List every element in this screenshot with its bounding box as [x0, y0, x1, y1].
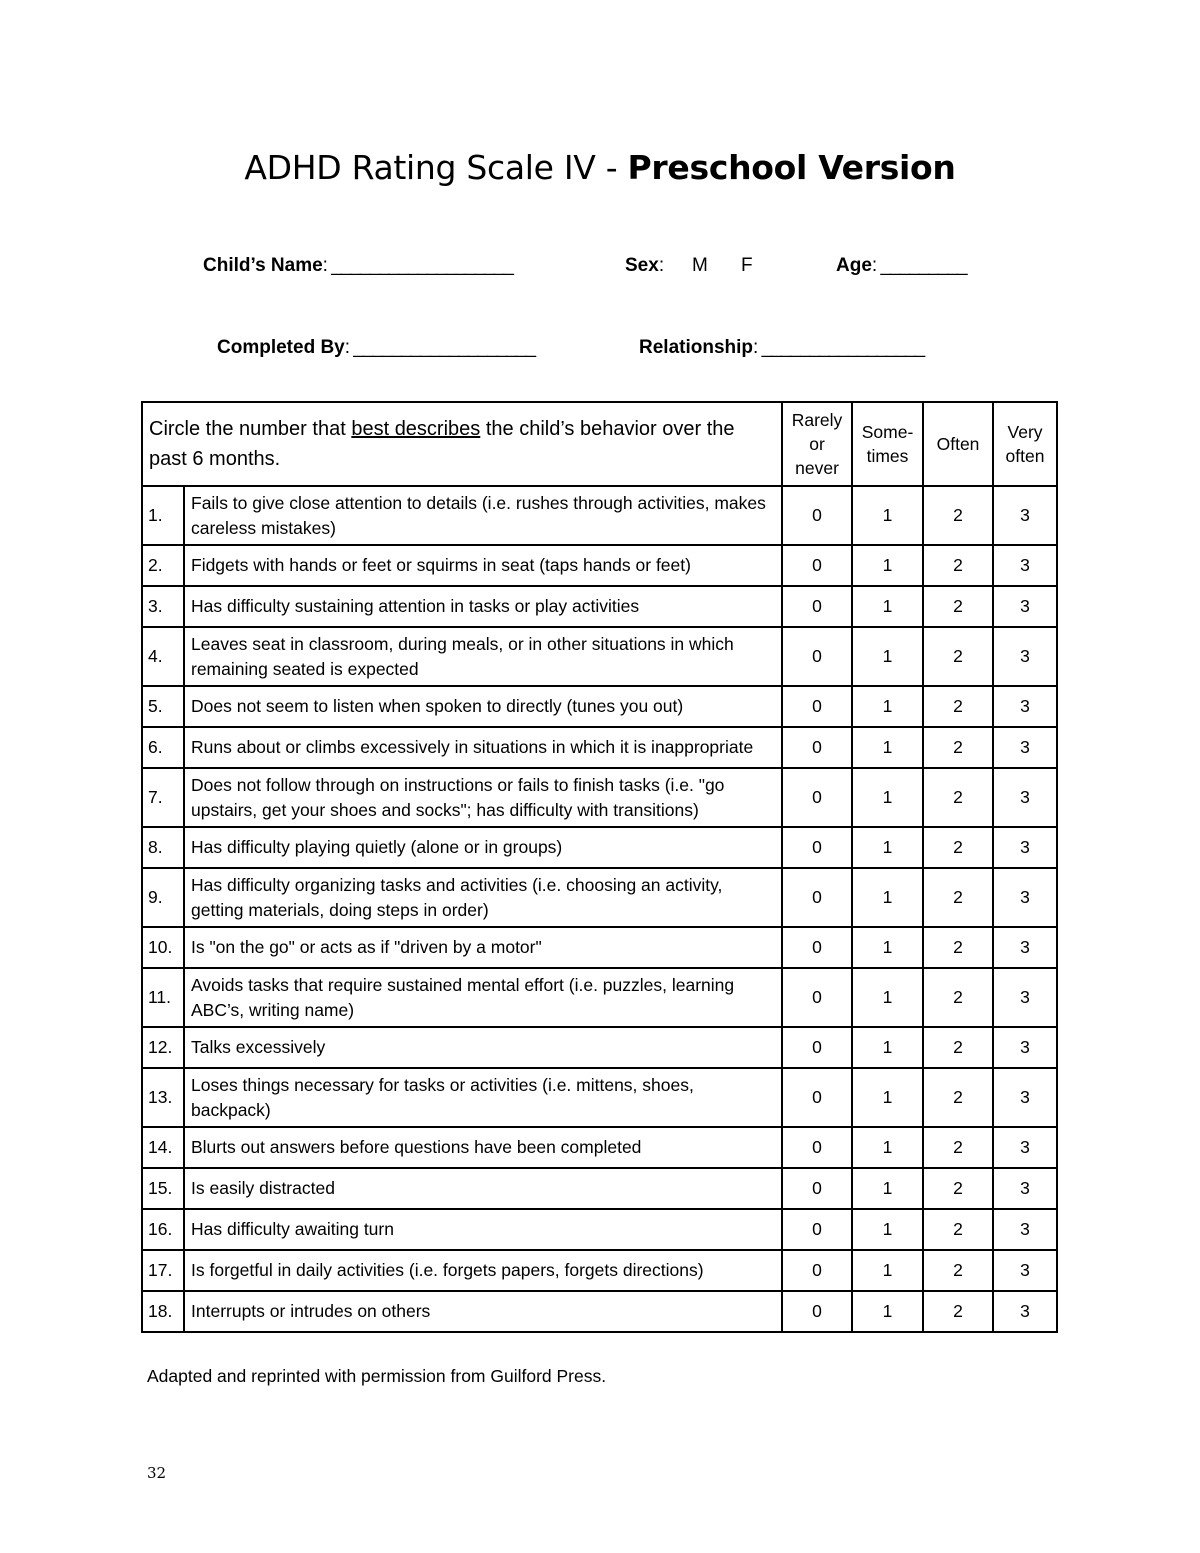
sex-option-f[interactable]: F — [741, 255, 753, 276]
item-text: Runs about or climbs excessively in situations in which it is inappropriate — [184, 727, 782, 768]
table-row — [142, 827, 1057, 868]
score-option[interactable]: 3 — [993, 1291, 1057, 1332]
score-option[interactable]: 0 — [782, 627, 852, 686]
score-option[interactable]: 0 — [782, 1250, 852, 1291]
item-number: 6. — [142, 727, 184, 768]
score-option[interactable]: 0 — [782, 1127, 852, 1168]
score-option[interactable]: 1 — [852, 968, 923, 1027]
score-option[interactable]: 1 — [852, 1250, 923, 1291]
item-text: Avoids tasks that require sustained mental effort (i.e. puzzles, learning ABC’s, writing name) — [184, 968, 782, 1027]
score-option[interactable]: 2 — [923, 1291, 993, 1332]
score-option[interactable]: 2 — [923, 1168, 993, 1209]
item-number: 5. — [142, 686, 184, 727]
column-header-rarely: Rarely or never — [782, 402, 852, 486]
score-option[interactable]: 0 — [782, 868, 852, 927]
score-option[interactable]: 3 — [993, 1168, 1057, 1209]
item-text: Fails to give close attention to details (i.e. rushes through activities, makes careless mistakes) — [184, 486, 782, 545]
child-name-blank: : ___________________ — [322, 255, 514, 276]
item-text: Has difficulty awaiting turn — [184, 1209, 782, 1250]
instruction-underlined: best describes — [351, 418, 481, 440]
score-option[interactable]: 3 — [993, 1250, 1057, 1291]
score-option[interactable]: 2 — [923, 486, 993, 545]
relationship-field[interactable] — [639, 337, 924, 359]
table-row — [142, 1291, 1057, 1332]
age-field[interactable] — [836, 255, 967, 277]
score-option[interactable]: 3 — [993, 727, 1057, 768]
child-name-field[interactable] — [203, 255, 513, 277]
item-text: Interrupts or intrudes on others — [184, 1291, 782, 1332]
score-option[interactable]: 1 — [852, 545, 923, 586]
score-option[interactable]: 2 — [923, 1068, 993, 1127]
item-number: 14. — [142, 1127, 184, 1168]
score-option[interactable]: 0 — [782, 686, 852, 727]
item-text: Has difficulty organizing tasks and activities (i.e. choosing an activity, getting materials, doing steps in order) — [184, 868, 782, 927]
title-bold: Preschool Version — [627, 148, 956, 187]
score-option[interactable]: 3 — [993, 1068, 1057, 1127]
score-option[interactable]: 1 — [852, 627, 923, 686]
table-row — [142, 968, 1057, 1027]
item-number: 4. — [142, 627, 184, 686]
score-option[interactable]: 0 — [782, 1027, 852, 1068]
item-text: Fidgets with hands or feet or squirms in seat (taps hands or feet) — [184, 545, 782, 586]
item-number: 13. — [142, 1068, 184, 1127]
item-number: 15. — [142, 1168, 184, 1209]
rating-table — [141, 401, 1058, 1333]
score-option[interactable]: 0 — [782, 727, 852, 768]
score-option[interactable]: 2 — [923, 927, 993, 968]
score-option[interactable]: 2 — [923, 1209, 993, 1250]
table-row — [142, 486, 1057, 545]
score-option[interactable]: 2 — [923, 768, 993, 827]
table-row — [142, 586, 1057, 627]
score-option[interactable]: 0 — [782, 968, 852, 1027]
relationship-blank: : _________________ — [753, 337, 925, 358]
score-option[interactable]: 3 — [993, 586, 1057, 627]
column-header-sometimes: Some- times — [852, 402, 923, 486]
age-label: Age — [836, 255, 872, 276]
item-text: Talks excessively — [184, 1027, 782, 1068]
item-text: Loses things necessary for tasks or activities (i.e. mittens, shoes, backpack) — [184, 1068, 782, 1127]
score-option[interactable]: 0 — [782, 486, 852, 545]
score-option[interactable]: 3 — [993, 868, 1057, 927]
score-option[interactable]: 3 — [993, 768, 1057, 827]
score-option[interactable]: 2 — [923, 827, 993, 868]
relationship-label: Relationship — [639, 337, 754, 358]
item-number: 10. — [142, 927, 184, 968]
score-option[interactable]: 3 — [993, 686, 1057, 727]
column-header-very-often: Very often — [993, 402, 1057, 486]
score-option[interactable]: 1 — [852, 686, 923, 727]
score-option[interactable]: 2 — [923, 1127, 993, 1168]
score-option[interactable]: 3 — [993, 1127, 1057, 1168]
score-option[interactable]: 3 — [993, 827, 1057, 868]
item-text: Does not seem to listen when spoken to directly (tunes you out) — [184, 686, 782, 727]
score-option[interactable]: 1 — [852, 1209, 923, 1250]
score-option[interactable]: 2 — [923, 1027, 993, 1068]
table-row — [142, 1209, 1057, 1250]
score-option[interactable]: 2 — [923, 1250, 993, 1291]
table-row — [142, 927, 1057, 968]
item-number: 8. — [142, 827, 184, 868]
item-number: 2. — [142, 545, 184, 586]
score-option[interactable]: 3 — [993, 545, 1057, 586]
score-option[interactable]: 1 — [852, 768, 923, 827]
score-option[interactable]: 3 — [993, 927, 1057, 968]
item-number: 9. — [142, 868, 184, 927]
child-name-label: Child’s Name — [203, 255, 323, 276]
column-header-often: Often — [923, 402, 993, 486]
score-option[interactable]: 0 — [782, 768, 852, 827]
footnote: Adapted and reprinted with permission from Guilford Press. — [147, 1366, 607, 1386]
score-option[interactable]: 3 — [993, 1209, 1057, 1250]
table-row — [142, 545, 1057, 586]
item-number: 1. — [142, 486, 184, 545]
score-option[interactable]: 1 — [852, 727, 923, 768]
item-number: 18. — [142, 1291, 184, 1332]
table-row — [142, 627, 1057, 686]
item-number: 3. — [142, 586, 184, 627]
instruction-pre: Circle the number that — [149, 418, 352, 440]
score-option[interactable]: 2 — [923, 627, 993, 686]
score-option[interactable]: 2 — [923, 545, 993, 586]
score-option[interactable]: 1 — [852, 827, 923, 868]
completed-by-field[interactable] — [217, 337, 535, 359]
score-option[interactable]: 1 — [852, 868, 923, 927]
table-header-row — [142, 402, 1057, 486]
item-text: Has difficulty playing quietly (alone or in groups) — [184, 827, 782, 868]
score-option[interactable]: 3 — [993, 627, 1057, 686]
table-row — [142, 1068, 1057, 1127]
sex-separator: : — [658, 255, 665, 276]
score-option[interactable]: 0 — [782, 1068, 852, 1127]
score-option[interactable]: 2 — [923, 586, 993, 627]
item-number: 7. — [142, 768, 184, 827]
score-option[interactable]: 0 — [782, 827, 852, 868]
score-option[interactable]: 0 — [782, 927, 852, 968]
score-option[interactable]: 2 — [923, 968, 993, 1027]
sex-option-m[interactable]: M — [692, 255, 708, 276]
item-text: Has difficulty sustaining attention in tasks or play activities — [184, 586, 782, 627]
item-text: Blurts out answers before questions have been completed — [184, 1127, 782, 1168]
table-row — [142, 727, 1057, 768]
item-number: 11. — [142, 968, 184, 1027]
score-option[interactable]: 0 — [782, 545, 852, 586]
table-row — [142, 1250, 1057, 1291]
item-text: Does not follow through on instructions or fails to finish tasks (i.e. "go upstairs, get your shoes and socks"; has difficulty with transitions) — [184, 768, 782, 827]
score-option[interactable]: 1 — [852, 1127, 923, 1168]
item-number: 12. — [142, 1027, 184, 1068]
score-option[interactable]: 1 — [852, 586, 923, 627]
item-number: 17. — [142, 1250, 184, 1291]
score-option[interactable]: 3 — [993, 968, 1057, 1027]
table-row — [142, 868, 1057, 927]
table-row — [142, 768, 1057, 827]
page-title — [0, 148, 1200, 187]
score-option[interactable]: 0 — [782, 1209, 852, 1250]
item-text: Is easily distracted — [184, 1168, 782, 1209]
instruction-cell — [142, 402, 782, 486]
score-option[interactable]: 3 — [993, 1027, 1057, 1068]
item-text: Is "on the go" or acts as if "driven by a motor" — [184, 927, 782, 968]
score-option[interactable]: 1 — [852, 1068, 923, 1127]
age-blank: : _________ — [871, 255, 967, 276]
instruction-post: the child’s behavior over the past 6 months. — [149, 418, 735, 470]
score-option[interactable]: 0 — [782, 1168, 852, 1209]
score-option[interactable]: 1 — [852, 1291, 923, 1332]
item-text: Leaves seat in classroom, during meals, or in other situations in which remaining seated is expected — [184, 627, 782, 686]
score-option[interactable]: 0 — [782, 586, 852, 627]
page-number: 32 — [147, 1464, 167, 1482]
table-row — [142, 1127, 1057, 1168]
table-row — [142, 686, 1057, 727]
completed-by-blank: : ___________________ — [344, 337, 536, 358]
sex-label: Sex — [625, 255, 659, 276]
score-option[interactable]: 2 — [923, 727, 993, 768]
completed-by-label: Completed By — [217, 337, 345, 358]
table-row — [142, 1168, 1057, 1209]
score-option[interactable]: 2 — [923, 868, 993, 927]
score-option[interactable]: 1 — [852, 1168, 923, 1209]
score-option[interactable]: 1 — [852, 927, 923, 968]
score-option[interactable]: 2 — [923, 686, 993, 727]
sex-field — [625, 255, 664, 277]
item-text: Is forgetful in daily activities (i.e. forgets papers, forgets directions) — [184, 1250, 782, 1291]
score-option[interactable]: 1 — [852, 1027, 923, 1068]
table-row — [142, 1027, 1057, 1068]
score-option[interactable]: 3 — [993, 486, 1057, 545]
title-regular: ADHD Rating Scale IV - — [244, 148, 628, 187]
score-option[interactable]: 1 — [852, 486, 923, 545]
score-option[interactable]: 0 — [782, 1291, 852, 1332]
item-number: 16. — [142, 1209, 184, 1250]
